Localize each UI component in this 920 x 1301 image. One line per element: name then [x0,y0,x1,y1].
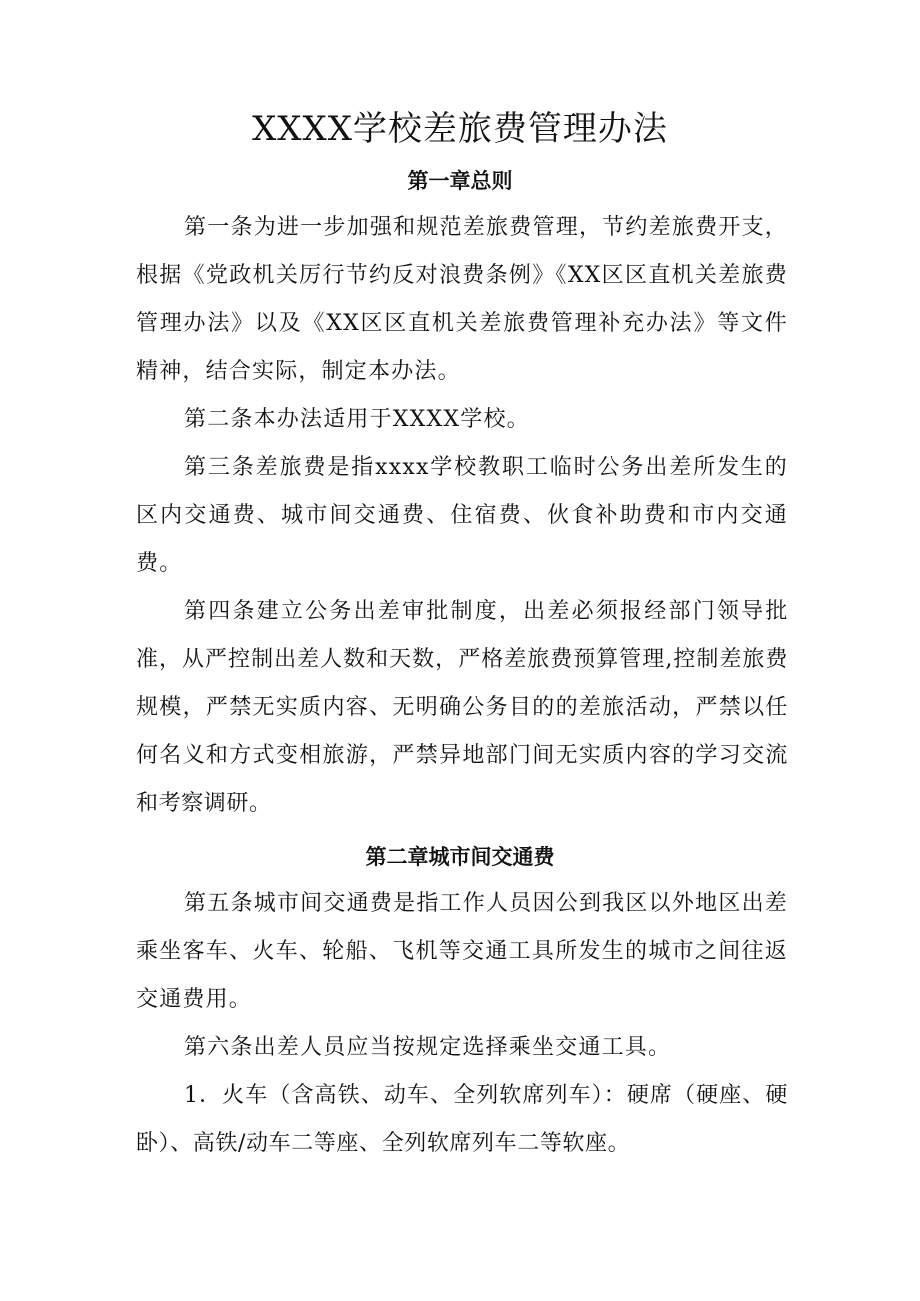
article-paragraph: 第四条建立公务出差审批制度，出差必须报经部门领导批准，从严控制出差人数和天数，严格差旅费预算管理,控制差旅费规模，严禁无实质内容、无明确公务目的的差旅活动，严禁以任何名义和方式变相旅游，严禁异地部门间无实质内容的学习交流和考察调研。 [136,599,788,816]
article-paragraph: 第一条为进一步加强和规范差旅费管理，节约差旅费开支，根据《党政机关厉行节约反对浪费条例》《XX区区直机关差旅费管理办法》以及《XX区区直机关差旅费管理补充办法》等文件精神，结合实际，制定本办法。 [136,215,788,384]
article-paragraph: 第五条城市间交通费是指工作人员因公到我区以外地区出差乘坐客车、火车、轮船、飞机等交通工具所发生的城市之间往返交通费用。 [136,891,788,1012]
article-paragraph: 第六条出差人员应当按规定选择乘坐交通工具。 [184,1035,672,1060]
article-paragraph: 第二条本办法适用于XXXX学校。 [184,407,530,432]
chapter-heading: 第一章总则 [407,169,513,193]
article-paragraph: 1．火车（含高铁、动车、全列软席列车）：硬席（硬座、硬卧）、高铁/动车二等座、全列软席列车二等软座。 [136,1083,788,1156]
article-paragraph: 第三条差旅费是指xxxx学校教职工临时公务出差所发生的区内交通费、城市间交通费、住宿费、伙食补助费和市内交通费。 [136,455,788,576]
chapter-heading: 第二章城市间交通费 [365,845,555,869]
document-title: XXXX学校差旅费管理办法 [252,109,668,149]
